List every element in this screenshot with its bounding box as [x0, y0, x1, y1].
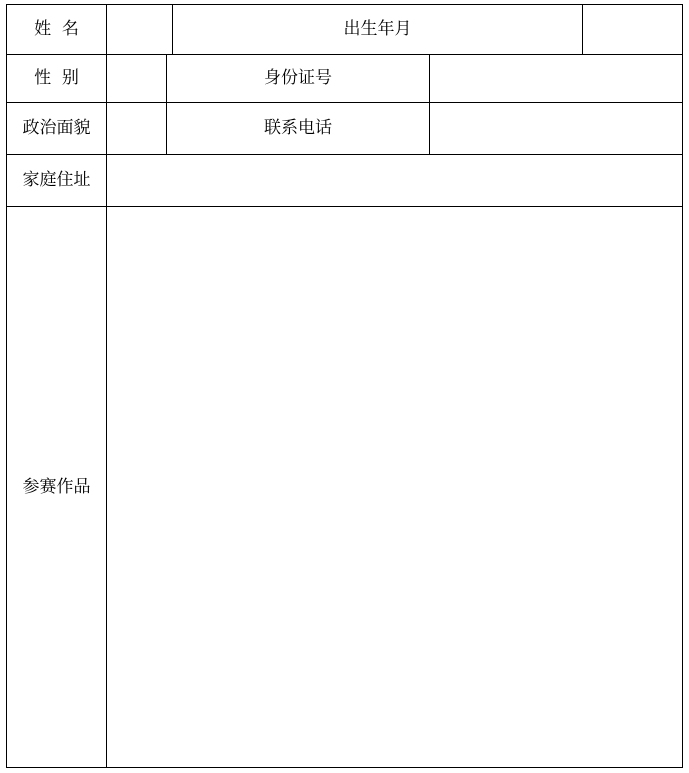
table-border-bottom	[6, 767, 683, 768]
phone-label: 联系电话	[264, 118, 332, 138]
id-number-field[interactable]	[430, 55, 682, 102]
address-field[interactable]	[107, 155, 682, 206]
phone-field[interactable]	[430, 103, 682, 154]
table-border-right	[682, 4, 683, 768]
gender-label: 性 别	[34, 68, 79, 88]
entry-work-label: 参赛作品	[22, 476, 91, 497]
id-number-label: 身份证号	[264, 68, 332, 88]
registration-form	[6, 4, 683, 768]
entry-work-field[interactable]	[107, 207, 682, 767]
political-status-field[interactable]	[107, 103, 166, 154]
political-status-label: 政治面貌	[22, 118, 91, 138]
birth-date-field[interactable]	[583, 5, 682, 54]
name-field[interactable]	[107, 5, 172, 54]
gender-field[interactable]	[107, 55, 166, 102]
address-label: 家庭住址	[22, 170, 91, 190]
birth-date-label: 出生年月	[343, 19, 412, 39]
name-label: 姓 名	[34, 19, 79, 39]
